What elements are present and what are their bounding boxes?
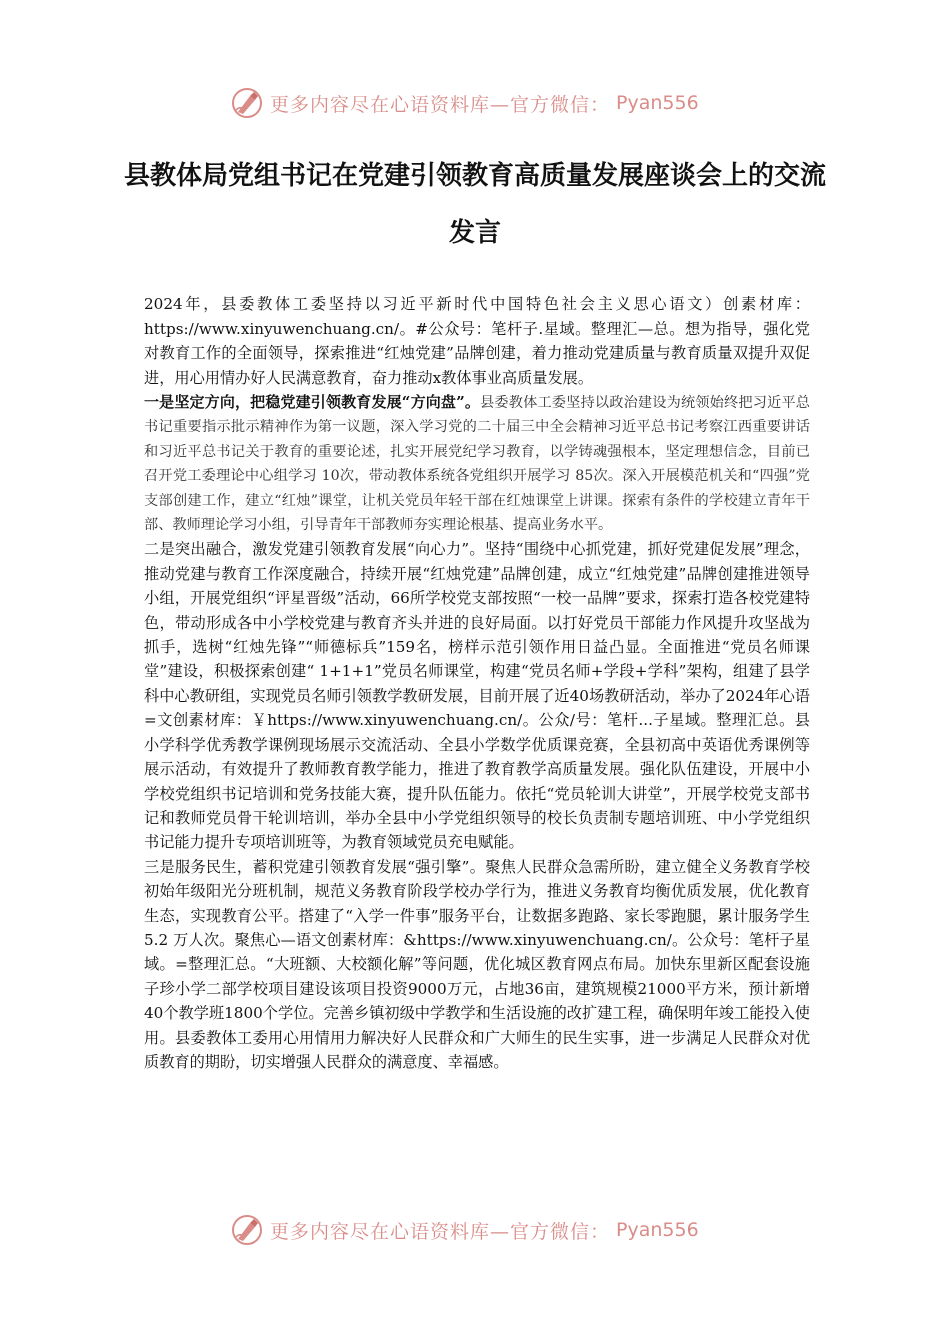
section3-paragraph: 三是服务民生，蓄积党建引领教育发展“强引擎”。聚焦人民群众急需所盼，建立健全义务教育学校初始年级阳光分班机制，规范义务教育阶段学校办学行为，推进义务教育均衡优质发展，优化教育生态，实现教育公平。搭建了“入学一件事”服务平台，让数据多跑路、家长零跑腿，累计服务学生 5.2 万人次。聚焦心—语文创素材库：&https://www.xinyuwenchuang.cn/。公众号：笔杆子星域。=整理汇总。“大班额、大校额化解”等问题，优化城区教育网点布局。加快东里新区配套设施子珍小学二部学校项目建设该项目投资9000万元，占地36亩，建筑规模21000平方米，预计新增40个教学班1800个学位。完善乡镇初级中学教学和生活设施的改扩建工程，确保明年竣工能投入使用。县委教体工委用心用情用力解决好人民群众和广大师生的民生实事，进一步满足人民群众对优质教育的期盼，切实增强人民群众的满意度、幸福感。 [144, 857, 810, 1071]
document-body [144, 292, 810, 1074]
footer-wechat-id: Pyan556 [616, 1219, 699, 1241]
pen-nib-logo-icon [230, 86, 264, 120]
intro-paragraph: 2024年，县委教体工委坚持以习近平新时代中国特色社会主义思心语文）创素材库：https://www.xinyuwenchuang.cn/。#公众号：笔杆子.星域。整理汇—总。想为指导，强化党对教育工作的全面领导，探索推进“红烛党建”品牌创建，着力推动党建质量与教育质量双提升双促进，用心用情办好人民满意教育，奋力推动x教体事业高质量发展。 [144, 295, 810, 387]
section1-paragraph [144, 390, 810, 537]
header-banner-text: 更多内容尽在心语资料库—官方微信： [270, 93, 611, 116]
section2-paragraph: 二是突出融合，激发党建引领教育发展“向心力”。坚持“围绕中心抓党建，抓好党建促发展”理念，推动党建与教育工作深度融合，持续开展“红烛党建”品牌创建，成立“红烛党建”品牌创建推进领导小组，开展党组织“评星晋级”活动，66所学校党支部按照“一校一品牌”要求，探索打造各校党建特色，带动形成各中小学校党建与教育齐头并进的良好局面。以打好党员干部能力作风提升攻坚战为抓手，选树“红烛先锋”“师德标兵”159名，榜样示范引领作用日益凸显。全面推进“党员名师课堂”建设，积极探索创建“ 1+1+1”党员名师课堂，构建“党员名师+学段+学科”架构，组建了县学科中心教研组，实现党员名师引领教学教研发展，目前开展了近40场教研活动，举办了2024年心语=文创素材库：￥https://www.xinyuwenchuang.cn/。公众/号：笔杆...子星域。整理汇总。县小学科学优秀教学课例现场展示交流活动、全县小学数学优质课竞赛，全县初高中英语优秀课例等展示活动，有效提升了教师教育教学能力，推进了教育教学高质量发展。强化队伍建设，开展中小学校党组织书记培训和党务技能大赛，提升队伍能力。依托“党员轮训大讲堂”，开展学校党支部书记和教师党员骨干轮训培训，举办全县中小学党组织领导的校长负责制专题培训班、中小学党组织书记能力提升专项培训班等，为教育领域党员充电赋能。 [144, 540, 810, 852]
document-title: 县教体局党组书记在党建引领教育高质量发展座谈会上的交流发言 [123, 161, 826, 248]
footer-banner [230, 1210, 750, 1250]
footer-banner-text: 更多内容尽在心语资料库—官方微信： [270, 1220, 611, 1243]
header-banner [230, 83, 750, 123]
pen-nib-logo-icon [230, 1213, 264, 1247]
section1-lead: 一是坚定方向，把稳党建引领教育发展“方向盘”。 [144, 393, 481, 411]
header-wechat-id: Pyan556 [616, 92, 699, 114]
section1-body: 县委教体工委坚持以政治建设为统领始终把习近平总书记重要指示批示精神作为第一议题，深入学习党的二十届三中全会精神习近平总书记考察江西重要讲话和习近平总书记关于教育的重要论述，扎实开展党纪学习教育，以学铸魂强根本，坚定理想信念，目前已召开党工委理论中心组学习 10次，带动教体系统各党组织开展学习 85次。深入开展模范机关和“四强”党支部创建工作，建立“红烛”课堂，让机关党员年轻干部在红烛课堂上讲课。探索有条件的学校建立青年干部、教师理论学习小组，引导青年干部教师夯实理论根基、提高业务水平。 [144, 395, 810, 534]
